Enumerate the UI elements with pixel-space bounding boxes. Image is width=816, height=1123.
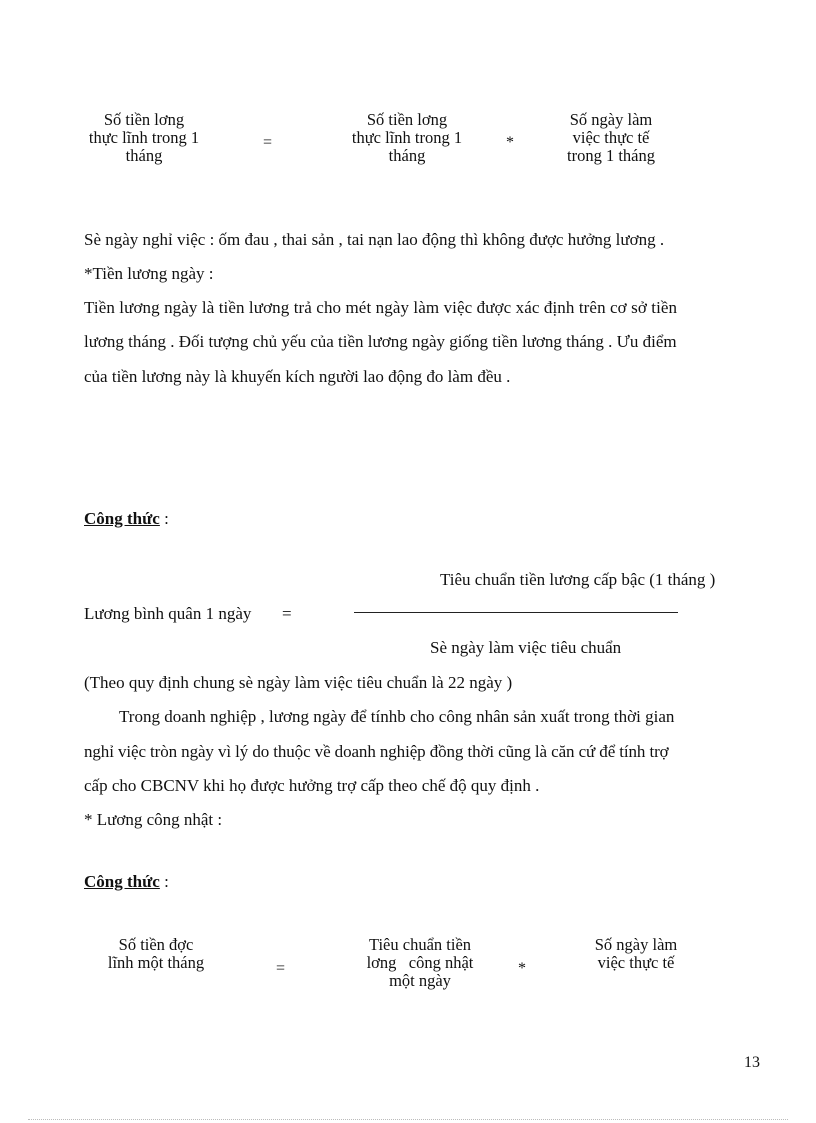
formula3-left-line: lĩnh một tháng: [107, 953, 205, 972]
formula-heading-1-label: Công thức: [84, 509, 160, 528]
paragraph-daily-wage-line: lương tháng . Đối tượng chủ yếu của tiền lương ngày giống tiền lương tháng . Ưu điểm: [84, 332, 677, 351]
formula1-right-line: Số ngày làm: [569, 110, 653, 129]
formula1-left-term: [64, 111, 224, 165]
formula3-right-line: việc thực tế: [597, 953, 675, 972]
formula2-fraction-bar: [354, 612, 678, 613]
paragraph-enterprise-line: nghỉ việc tròn ngày vì lý do thuộc về doanh nghiệp đồng thời cũng là căn cứ để tính trợ: [84, 742, 669, 761]
formula1-middle-line: tháng: [388, 146, 426, 165]
formula-heading-1-suffix: :: [159, 509, 169, 528]
formula3-multiply-sign: *: [518, 960, 526, 977]
formula3-right-term: [556, 936, 716, 972]
formula3-middle-line: Tiêu chuẩn tiền: [368, 935, 472, 954]
note-standard-days: (Theo quy định chung sè ngày làm việc tiêu chuẩn là 22 ngày ): [84, 673, 513, 692]
formula2-equals-sign: =: [282, 604, 292, 623]
formula3-right-line: Số ngày làm: [594, 935, 678, 954]
formula2-lhs: Lương bình quân 1 ngày: [84, 604, 252, 623]
paragraph-enterprise-line: Trong doanh nghiệp , lương ngày để tínhb cho công nhân sản xuất trong thời gian: [119, 707, 675, 726]
formula1-middle-line: Số tiền lơng: [366, 110, 448, 129]
page-bottom-border: [28, 1119, 788, 1120]
formula3-left-line: Số tiền đợc: [118, 935, 194, 954]
formula1-left-line: tháng: [125, 146, 163, 165]
paragraph-daily-wage-line: Tiền lương ngày là tiền lương trả cho mét ngày làm việc được xác định trên cơ sở tiền: [84, 298, 678, 317]
formula-heading-2-label: Công thức: [84, 872, 160, 891]
formula3-middle-term: [340, 936, 500, 990]
formula-heading-2: [84, 872, 169, 892]
paragraph-sick-leave: Sè ngày nghỉ việc : ốm đau , thai sản , tai nạn lao động thì không được hưởng lương .: [84, 230, 665, 249]
section-daily-wage-heading: *Tiền lương ngày :: [84, 264, 214, 283]
page-number: 13: [744, 1054, 760, 1071]
formula1-right-line: trong 1 tháng: [567, 146, 655, 165]
formula3-middle-line: một ngày: [389, 971, 451, 990]
formula-heading-2-suffix: :: [159, 872, 169, 891]
section-daily-labor-heading: * Lương công nhật :: [84, 810, 223, 829]
paragraph-daily-wage-line: của tiền lương này là khuyến kích người lao động đo làm đều .: [84, 367, 511, 386]
formula3-equals-sign: =: [276, 960, 286, 977]
formula1-right-line: việc thực tế: [572, 128, 650, 147]
formula1-multiply-sign: *: [506, 134, 514, 151]
formula2-numerator: Tiêu chuẩn tiền lương cấp bậc (1 tháng ): [440, 570, 716, 589]
formula1-middle-term: [327, 111, 487, 165]
formula3-middle-line: lơng công nhật: [366, 953, 474, 972]
paragraph-enterprise-line: cấp cho CBCNV khi họ được hưởng trợ cấp theo chế độ quy định .: [84, 776, 540, 795]
formula1-middle-line: thực lĩnh trong 1: [351, 128, 463, 147]
formula1-left-line: thực lĩnh trong 1: [88, 128, 200, 147]
formula1-left-line: Số tiền lơng: [103, 110, 185, 129]
formula1-right-term: [531, 111, 691, 165]
formula-heading-1: [84, 509, 169, 529]
formula1-equals-sign: =: [263, 134, 273, 151]
formula2-denominator: Sè ngày làm việc tiêu chuẩn: [430, 638, 622, 657]
formula3-left-term: [76, 936, 236, 972]
